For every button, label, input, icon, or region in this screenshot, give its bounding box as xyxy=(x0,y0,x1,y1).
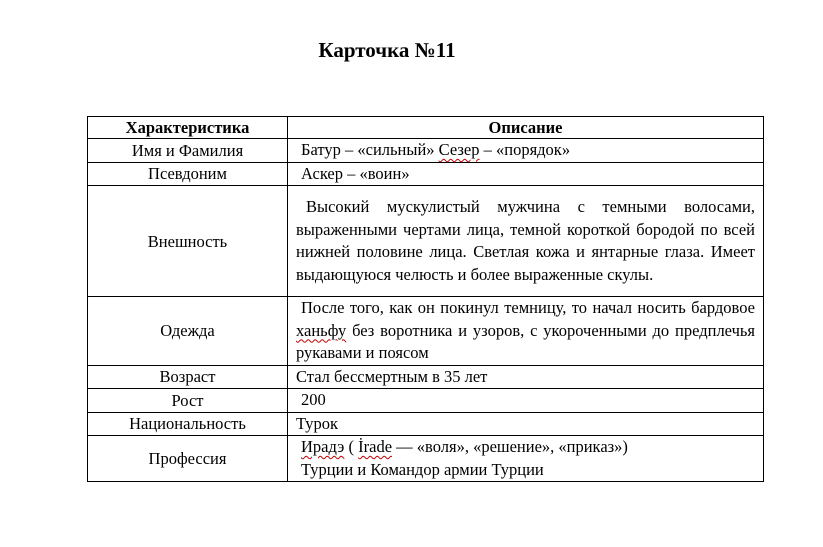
table-row xyxy=(88,139,764,163)
row-value-clothing xyxy=(288,297,764,366)
row-key-height: Рост xyxy=(88,389,288,413)
profession-part-spellcheck: Ирадэ xyxy=(301,437,345,456)
row-key-profession: Профессия xyxy=(88,436,288,482)
row-key-appearance: Внешность xyxy=(88,186,288,297)
row-key-age: Возраст xyxy=(88,365,288,389)
profession-part: Турции и Командор армии Турции xyxy=(301,459,544,479)
page-title: Карточка №11 xyxy=(318,38,456,62)
row-value-height: 200 xyxy=(288,389,764,413)
row-value-profession xyxy=(288,436,764,482)
profession-part: — «воля», «решение», «приказ») xyxy=(392,437,628,456)
table-row xyxy=(88,412,764,436)
name-part: – «порядок» xyxy=(479,140,571,159)
row-value-alias: Аскер – «воин» xyxy=(288,162,764,186)
row-value-name xyxy=(288,139,764,163)
table-row xyxy=(88,365,764,389)
header-characteristic: Характеристика xyxy=(88,117,288,139)
clothing-part-spellcheck: ханьфу xyxy=(296,320,347,340)
clothing-part: без воротника и узоров, с укороченными до предплечья рукавами и поясом xyxy=(296,320,755,362)
row-value-appearance: Высокий мускулистый мужчина с темными волосами, выраженными чертами лица, темной короткой бородой по всей нижней половине лица. Светлая кожа и янтарные глаза. Имеет выдающуюся челюсть и более выраженные скулы. xyxy=(288,186,764,297)
character-card-table xyxy=(87,116,764,482)
row-key-name: Имя и Фамилия xyxy=(88,139,288,163)
row-key-clothing: Одежда xyxy=(88,297,288,366)
table-row xyxy=(88,436,764,482)
profession-part-spellcheck: İrade xyxy=(358,437,393,456)
row-key-nationality: Национальность xyxy=(88,412,288,436)
table-row xyxy=(88,297,764,366)
table-row xyxy=(88,389,764,413)
row-key-alias: Псевдоним xyxy=(88,162,288,186)
row-value-nationality: Турок xyxy=(288,412,764,436)
name-part-spellcheck: Сезер xyxy=(438,140,480,159)
table-row xyxy=(88,162,764,186)
name-part: Батур – «сильный» xyxy=(301,140,439,159)
table-header-row xyxy=(88,117,764,139)
row-value-age: Стал бессмертным в 35 лет xyxy=(288,365,764,389)
table-row xyxy=(88,186,764,297)
clothing-part: После того, как он покинул темницу, то начал носить бардовое xyxy=(301,298,755,317)
profession-part: ( xyxy=(344,437,359,456)
header-description: Описание xyxy=(288,117,764,139)
